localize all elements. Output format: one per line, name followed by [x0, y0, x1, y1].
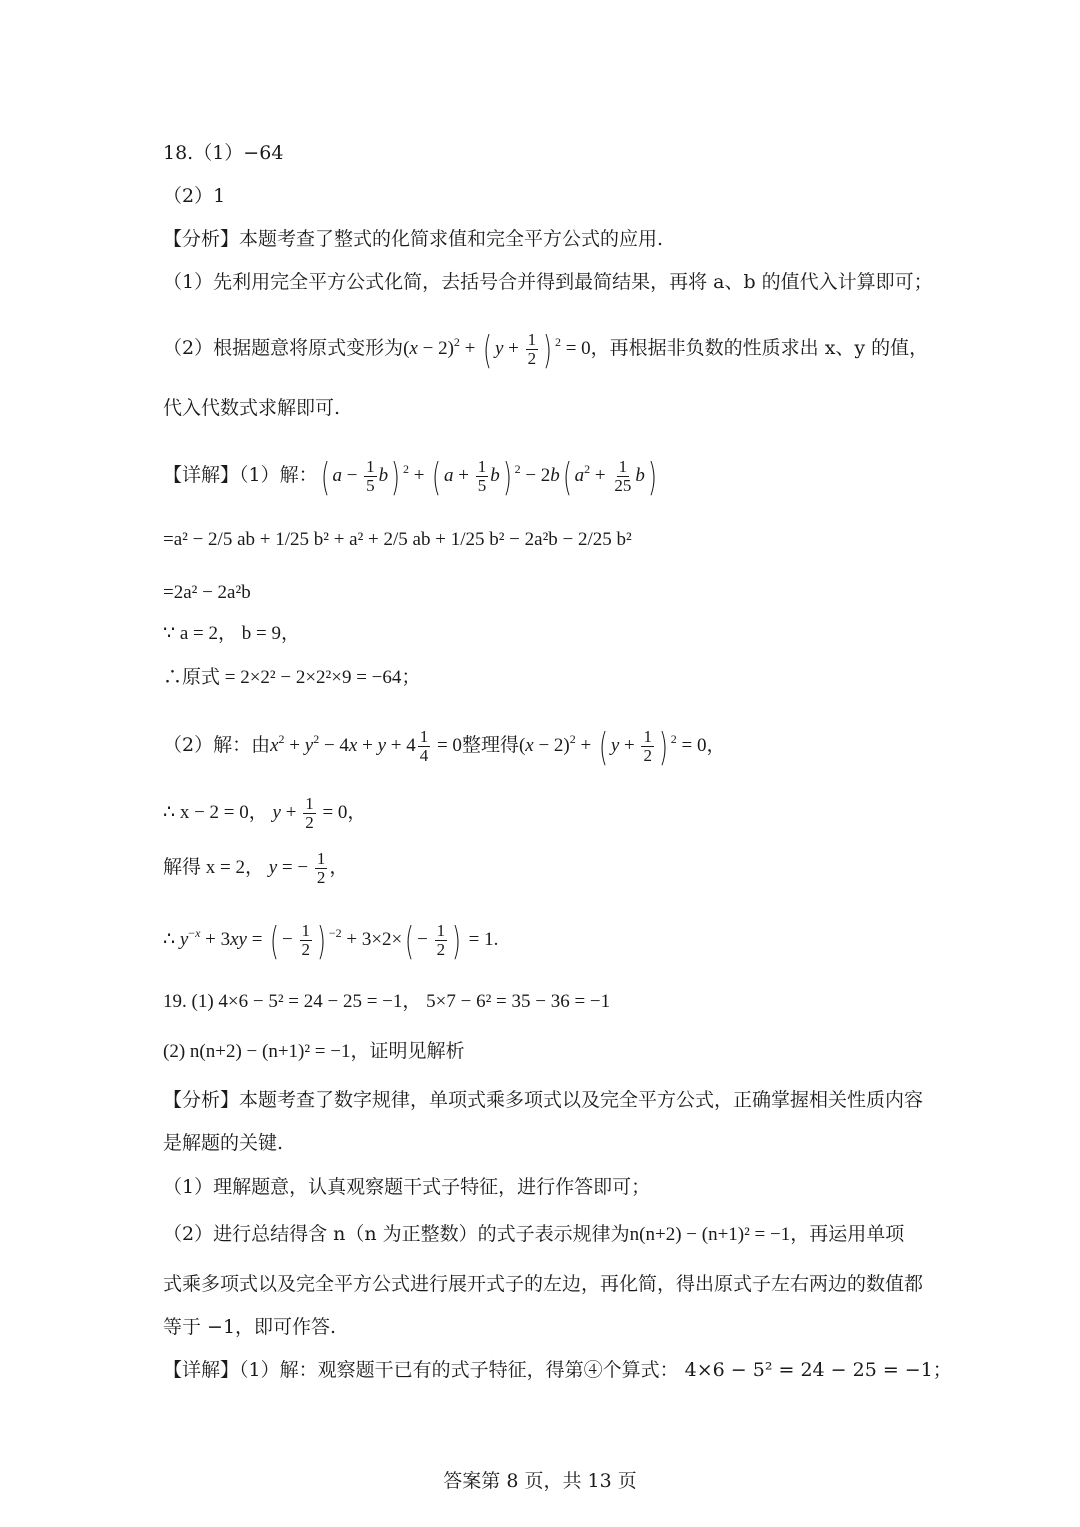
analysis-label: 【分析】 — [163, 1089, 240, 1111]
analysis-p2-formula: $(x - 2)^2$ + ( y + $\frac{1}{2}$ ) $^2$ = 0 — [403, 327, 591, 372]
q18-detail-1 — [163, 454, 660, 499]
q18-step-4: ∴原式 = 2×2² − 2×2²×9 = −64； — [163, 667, 421, 688]
q19-analysis-p1: （1）理解题意，认真观察题干式子特征，进行作答即可； — [163, 1176, 651, 1198]
q18-analysis-p3: 代入代数式求解即可. — [163, 397, 341, 419]
analysis-p2-eq: n(n+2) − (n+1)² = −1 — [629, 1224, 791, 1245]
q19-answer-2-eq: (2) n(n+2) − (n+1)² = −1 — [163, 1041, 351, 1062]
detail-label: 【详解】 — [163, 464, 240, 486]
q18-analysis-p2 — [163, 327, 929, 372]
analysis-text: 本题考查了数字规律，单项式乘多项式以及完全平方公式，正确掌握相关性质内容 — [239, 1089, 924, 1111]
q18-analysis-p1: （1）先利用完全平方公式化简，去括号合并得到最简结果，再将 a、b 的值代入计算即可； — [163, 271, 933, 293]
analysis-p2-pre: （2）进行总结得含 n（n 为正整数）的式子表示规律为 — [163, 1223, 630, 1245]
step7-pre: ∴ — [163, 929, 180, 950]
detail-p1-pre: （1）解： — [239, 464, 318, 486]
q19-analysis-p3: 式乘多项式以及完全平方公式进行展开式子的左边，再化简，得出原式子左右两边的数值都 — [163, 1273, 924, 1295]
detail-formula-1: ( a − $\frac{1}{5}$ b) $^2$ + ( a + $\frac{1}{5}$ b) $^2$ − 2b( $a^2$ + $\frac{1}{25}$ b) — [320, 454, 657, 499]
step7-post: = 1. — [468, 929, 499, 950]
q19-answer-1: 19. (1) 4×6 − 5² = 24 − 25 = −1， 5×7 − 6² = 35 − 36 = −1 — [163, 991, 611, 1012]
analysis-text: 本题考查了整式的化简求值和完全平方公式的应用. — [239, 228, 664, 250]
part2-eq-right: $(x - 2)^2$ + ( y + $\frac{1}{2}$ ) $^2$ = 0 — [518, 724, 707, 769]
q19-analysis-p2 — [163, 1222, 904, 1247]
part2-eq-left: $x^2 + y^2 - 4x + y + 4$ $\frac{1}{4}$ = 0 — [270, 727, 462, 766]
page-footer: 答案第 8 页，共 13 页 — [443, 1470, 637, 1492]
analysis-p2-pre: （2）根据题意将原式变形为 — [163, 337, 404, 359]
q19-detail-1 — [163, 1358, 952, 1382]
q19-analysis — [163, 1088, 923, 1112]
q19-answer-2-post: ，证明见解析 — [350, 1040, 465, 1062]
part2-mid: 整理得 — [461, 734, 519, 756]
analysis-label: 【分析】 — [163, 228, 240, 250]
q18-analysis — [163, 227, 663, 251]
q18-answer-2: （2）1 — [163, 185, 226, 207]
q18-step-7: ∴ $y^{-x} + 3xy$ = ( − $\frac{1}{2}$ ) $^{-2}$ + 3×2×( − $\frac{1}{2}$ ) = 1. — [163, 918, 499, 963]
step6-pre: 解得 x = 2， — [163, 856, 264, 878]
q18-step-1: =a² − 2/5 ab + 1/25 b² + a² + 2/5 ab + 1/25 b² − 2a²b − 2/25 b² — [163, 529, 632, 550]
detail-p1: （1）解：观察题干已有的式子特征，得第④个算式： 4×6 − 5² = 24 − 25 = −1； — [239, 1359, 952, 1381]
q19-answer-2 — [163, 1039, 465, 1064]
part2-post: ， — [706, 734, 726, 756]
q18-part2 — [163, 724, 726, 769]
analysis-p2-post: ，再运用单项 — [790, 1223, 905, 1245]
q19-analysis-p4: 等于 −1，即可作答. — [163, 1316, 337, 1338]
q18-step-5: ∴ x − 2 = 0， y + $\frac{1}{2}$ = 0， — [163, 794, 367, 832]
q18-step-3: ∵ a = 2， b = 9， — [163, 623, 300, 644]
q19-analysis-2: 是解题的关键. — [163, 1132, 284, 1154]
q18-step-2: =2a² − 2a²b — [163, 582, 251, 603]
part2-pre: （2）解：由 — [163, 734, 271, 756]
analysis-p2-post: ，再根据非负数的性质求出 x、y 的值， — [590, 337, 929, 359]
q18-step-6: 解得 x = 2， y = − $\frac{1}{2}$ ， — [163, 849, 349, 887]
detail-label: 【详解】 — [163, 1359, 240, 1381]
q18-answer-1: 18.（1）−64 — [163, 142, 284, 164]
step5-pre: ∴ x − 2 = 0， — [163, 801, 268, 823]
